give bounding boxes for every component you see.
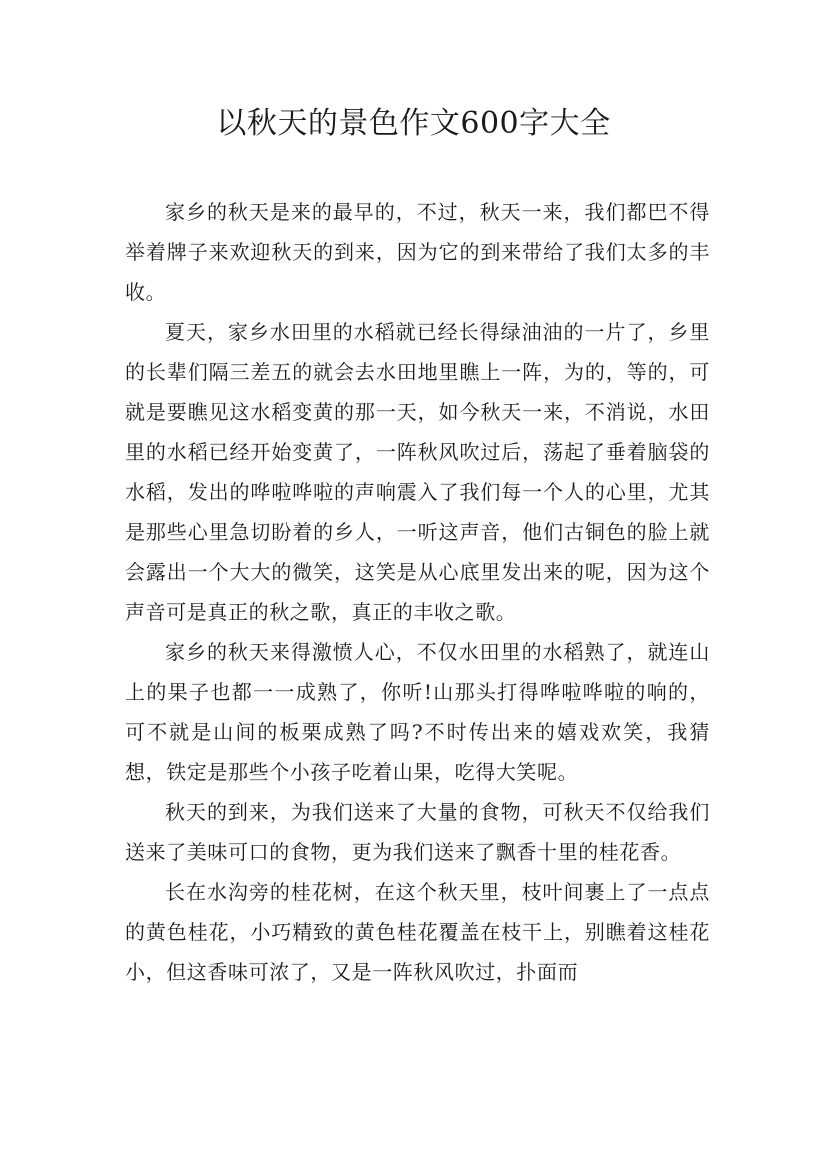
document-body [125,192,710,992]
document-title: 以秋天的景色作文600字大全 [216,106,611,141]
paragraph: 长在水沟旁的桂花树，在这个秋天里，枝叶间裹上了一点点的黄色桂花，小巧精致的黄色桂花覆盖在枝干上，别瞧着这桂花小，但这香味可浓了，又是一阵秋风吹过，扑面而 [125,880,710,984]
paragraph: 秋天的到来，为我们送来了大量的食物，可秋天不仅给我们送来了美味可口的食物，更为我们送来了飘香十里的桂花香。 [125,800,710,864]
paragraph: 家乡的秋天来得激愤人心，不仅水田里的水稻熟了，就连山上的果子也都一一成熟了，你听!山那头打得哗啦哗啦的响的，可不就是山间的板栗成熟了吗?不时传出来的嬉戏欢笑，我猜想，铁定是那些个小孩子吃着山果，吃得大笑呢。 [125,640,710,784]
paragraph: 夏天，家乡水田里的水稻就已经长得绿油油的一片了，乡里的长辈们隔三差五的就会去水田地里瞧上一阵，为的，等的，可就是要瞧见这水稻变黄的那一天，如今秋天一来，不消说，水田里的水稻已经开始变黄了，一阵秋风吹过后，荡起了垂着脑袋的水稻，发出的哗啦哗啦的声响震入了我们每一个人的心里，尤其是那些心里急切盼着的乡人，一听这声音，他们古铜色的脸上就会露出一个大大的微笑，这笑是从心底里发出来的呢，因为这个声音可是真正的秋之歌，真正的丰收之歌。 [125,320,710,624]
paragraph: 家乡的秋天是来的最早的，不过，秋天一来，我们都巴不得举着牌子来欢迎秋天的到来，因为它的到来带给了我们太多的丰收。 [125,200,710,304]
